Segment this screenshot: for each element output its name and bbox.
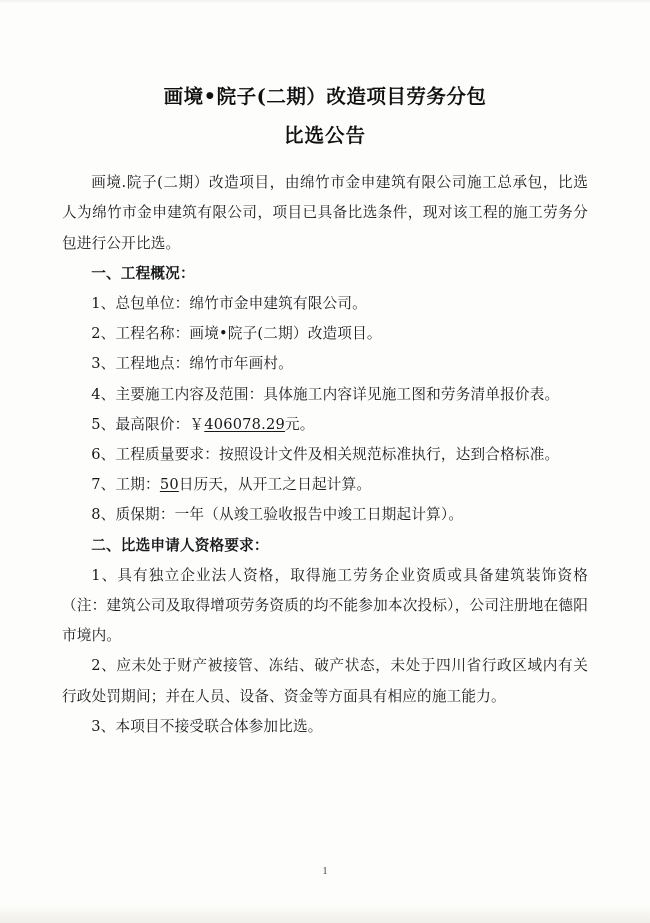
item-scope-of-work: 4、主要施工内容及范围：具体施工内容详见施工图和劳务清单报价表。 bbox=[91, 385, 560, 403]
item-quality-requirement: 6、工程质量要求：按照设计文件及相关规范标准执行，达到合格标准。 bbox=[91, 445, 560, 463]
paper-edge-bottom bbox=[0, 905, 650, 923]
item-max-price bbox=[62, 410, 588, 440]
item-qualification-3: 3、本项目不接受联合体参加比选。 bbox=[91, 717, 323, 735]
duration-value: 50 bbox=[159, 476, 179, 494]
max-price-value: 406078.29 bbox=[204, 415, 285, 433]
paper-edge-top bbox=[0, 0, 650, 3]
item-qualification-1: 1、具有独立企业法人资格，取得施工劳务企业资质或具备建筑装饰资格（注：建筑公司及取得增项劳务资质的均不能参加本次投标），公司注册地在德阳市境内。 bbox=[62, 566, 588, 645]
page-number: 1 bbox=[322, 865, 328, 877]
item-qualification-2: 2、应未处于财产被接管、冻结、破产状态，未处于四川省行政区域内有关行政处罚期间；并在人员、设备、资金等方面具有相应的施工能力。 bbox=[62, 657, 588, 705]
item-project-location: 3、工程地点：绵竹市年画村。 bbox=[91, 355, 293, 373]
max-price-suffix: 元。 bbox=[284, 415, 315, 433]
paragraph-intro: 画境.院子(二期）改造项目，由绵竹市金申建筑有限公司施工总承包，比选人为绵竹市金申建筑有限公司，项目已具备比选条件，现对该工程的施工劳务分包进行公开比选。 bbox=[62, 174, 588, 252]
item-general-contractor: 1、总包单位：绵竹市金申建筑有限公司。 bbox=[91, 294, 367, 312]
duration-prefix: 7、工期： bbox=[91, 476, 160, 494]
item-warranty: 8、质保期：一年（从竣工验收报告中竣工日期起计算）。 bbox=[91, 506, 464, 524]
page-title: 画境•院子(二期）改造项目劳务分包 bbox=[163, 85, 487, 108]
heading-section-2: 二、比选申请人资格要求： bbox=[91, 536, 269, 554]
page-subtitle: 比选公告 bbox=[283, 124, 366, 148]
duration-suffix: 日历天，从开工之日起计算。 bbox=[178, 476, 372, 494]
max-price-prefix: 5、最高限价：￥ bbox=[91, 415, 205, 433]
title-block bbox=[62, 78, 588, 154]
item-project-name: 2、工程名称：画境•院子(二期）改造项目。 bbox=[91, 325, 382, 343]
document-body bbox=[62, 168, 588, 742]
heading-section-1: 一、工程概况： bbox=[91, 264, 195, 282]
item-duration bbox=[62, 470, 588, 500]
